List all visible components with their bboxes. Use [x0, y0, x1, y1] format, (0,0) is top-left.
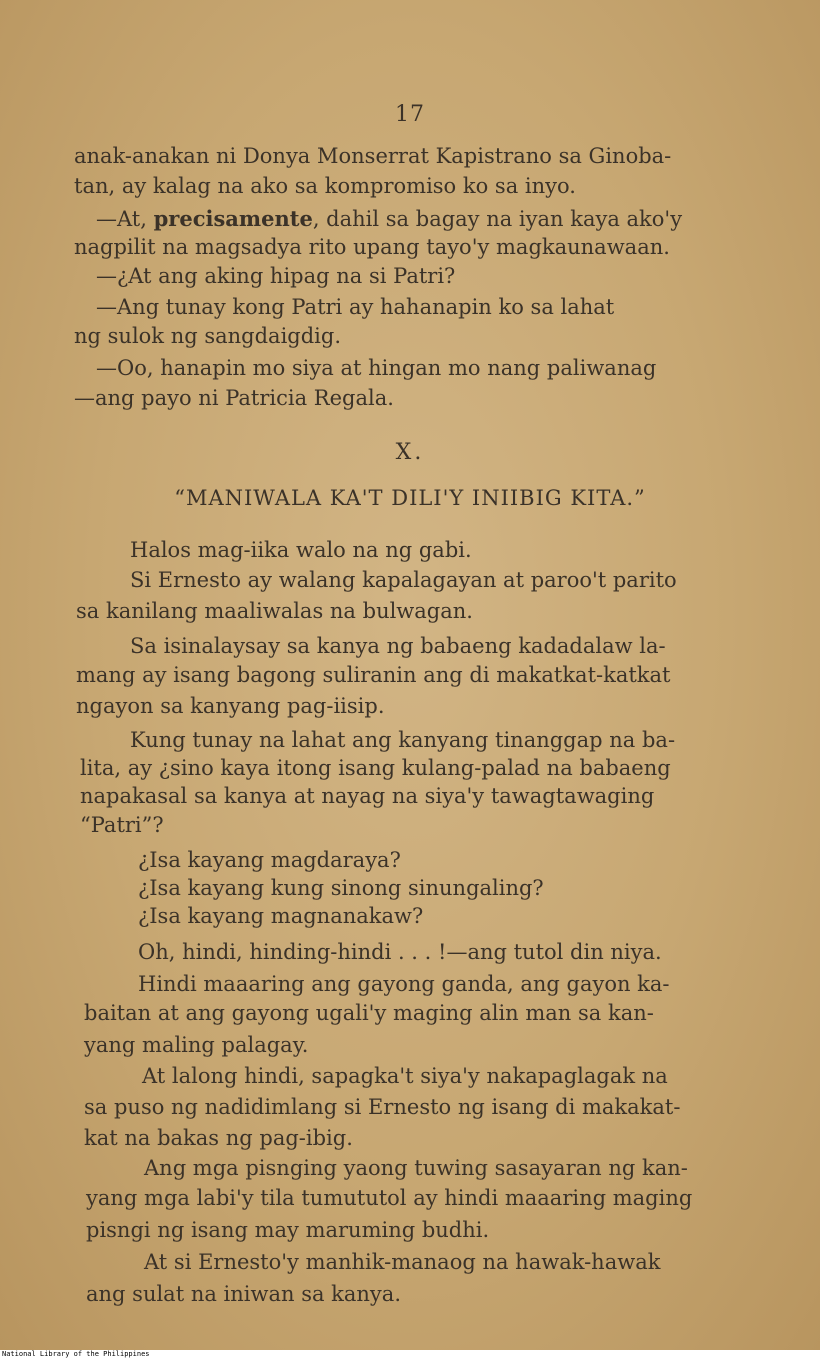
text-line: Ang mga pisnging yaong tuwing sasayaran ng kan-: [144, 1156, 688, 1180]
text-line: lita, ay ¿sino kaya itong isang kulang-palad na babaeng: [80, 756, 671, 780]
text-line: ngayon sa kanyang pag-iisip.: [76, 694, 385, 718]
text-line: pisngi ng isang may maruming budhi.: [86, 1218, 490, 1242]
text-line: ng sulok ng sangdaigdig.: [74, 324, 342, 348]
text-line: ¿Isa kayang magnanakaw?: [138, 904, 424, 928]
text-line: Si Ernesto ay walang kapalagayan at paroo't parito: [130, 568, 677, 592]
text-line: ang sulat na iniwan sa kanya.: [86, 1282, 401, 1306]
page-number: 17: [395, 102, 425, 127]
text-line: tan, ay kalag na ako sa kompromiso ko sa inyo.: [74, 174, 576, 198]
text-line: napakasal sa kanya at nayag na siya'y tawagtawaging: [80, 784, 655, 808]
text-line: [96, 208, 682, 230]
text-line: Halos mag-iika walo na ng gabi.: [130, 538, 472, 562]
text-run: , dahil sa bagay na iyan kaya ako'y: [312, 207, 683, 231]
text-line: —ang payo ni Patricia Regala.: [74, 386, 394, 410]
text-line: At lalong hindi, sapagka't siya'y nakapaglagak na: [142, 1064, 668, 1088]
text-line: —Ang tunay kong Patri ay hahanapin ko sa lahat: [96, 295, 615, 319]
text-line: “Patri”?: [80, 813, 164, 837]
text-line: yang maling palagay.: [84, 1033, 309, 1057]
text-line: kat na bakas ng pag-ibig.: [84, 1126, 353, 1150]
chapter-number: X.: [395, 440, 425, 465]
text-run: —At,: [96, 207, 147, 231]
text-line: yang mga labi'y tila tumututol ay hindi maaaring maging: [86, 1186, 693, 1210]
library-credit: National Library of the Philippines: [2, 1350, 150, 1358]
text-line: sa kanilang maaliwalas na bulwagan.: [76, 599, 473, 623]
text-line: Sa isinalaysay sa kanya ng babaeng kadadalaw la-: [130, 634, 666, 658]
text-line: baitan at ang gayong ugali'y maging alin man sa kan-: [84, 1001, 654, 1025]
text-line: Hindi maaaring ang gayong ganda, ang gayon ka-: [138, 972, 670, 996]
text-line: ¿Isa kayang kung sinong sinungaling?: [138, 876, 544, 900]
text-line: —Oo, hanapin mo siya at hingan mo nang paliwanag: [96, 356, 657, 380]
text-line: At si Ernesto'y manhik-manaog na hawak-hawak: [144, 1250, 661, 1274]
emphasized-word: precisamente: [153, 206, 313, 231]
text-line: nagpilit na magsadya rito upang tayo'y magkaunawaan.: [74, 235, 670, 259]
text-line: Oh, hindi, hinding-hindi . . . !—ang tutol din niya.: [138, 940, 662, 964]
chapter-title: “MANIWALA KA'T DILI'Y INIIBIG KITA.”: [174, 486, 646, 510]
text-line: ¿Isa kayang magdaraya?: [138, 848, 401, 872]
text-line: sa puso ng nadidimlang si Ernesto ng isang di makakat-: [84, 1095, 681, 1119]
text-line: anak-anakan ni Donya Monserrat Kapistrano sa Ginoba-: [74, 144, 672, 168]
text-line: mang ay isang bagong suliranin ang di makatkat-katkat: [76, 663, 671, 687]
text-line: Kung tunay na lahat ang kanyang tinanggap na ba-: [130, 728, 676, 752]
text-line: —¿At ang aking hipag na si Patri?: [96, 264, 456, 288]
